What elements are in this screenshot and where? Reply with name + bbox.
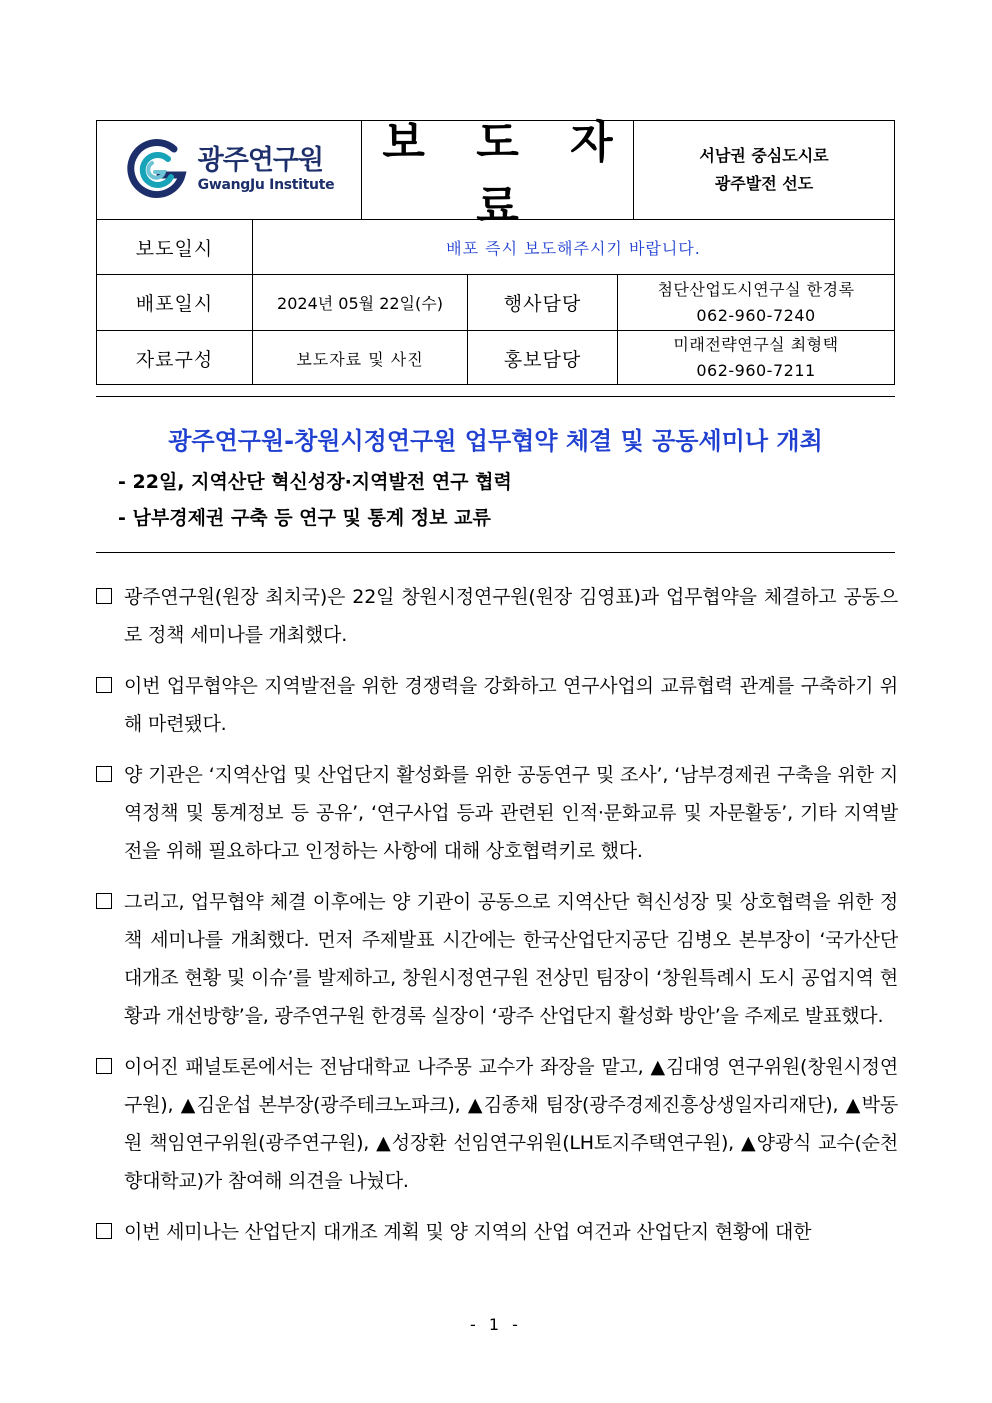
header-row-material xyxy=(97,331,894,385)
material-label: 자료구성 xyxy=(135,348,214,371)
header-row-report-date xyxy=(97,220,894,275)
release-date-label: 배포일시 xyxy=(135,293,214,315)
institute-emblem-icon xyxy=(124,139,190,201)
top-divider xyxy=(96,396,895,397)
paragraph xyxy=(96,1213,898,1251)
pr-contact-value-cell xyxy=(618,331,894,385)
checkbox-bullet-icon xyxy=(96,893,112,909)
checkbox-bullet-icon xyxy=(96,1223,112,1239)
title-cell xyxy=(362,117,634,232)
paragraph xyxy=(96,756,898,870)
release-date-label-cell xyxy=(97,275,253,330)
checkbox-bullet-icon xyxy=(96,588,112,604)
checkbox-bullet-icon xyxy=(96,1058,112,1074)
subheading-1: - 22일, 지역산단 혁신성장·지역발전 연구 협력 xyxy=(118,471,512,493)
body-paragraphs xyxy=(96,578,898,1264)
release-date-value-cell xyxy=(253,275,468,330)
institute-logo xyxy=(124,139,335,201)
event-contact-label: 행사담당 xyxy=(503,293,582,315)
headline-divider xyxy=(96,552,895,553)
release-date-value: 2024년 05월 22일(수) xyxy=(277,294,443,313)
checkbox-bullet-icon xyxy=(96,766,112,782)
report-date-value-cell xyxy=(253,220,894,274)
press-release-title: 보 도 자 료 xyxy=(382,117,631,232)
logo-name-en: GwangJu Institute xyxy=(197,177,335,193)
paragraph-text: 이번 세미나는 산업단지 대개조 계획 및 양 지역의 산업 여건과 산업단지 현황에 대한 xyxy=(124,1221,812,1243)
pr-contact-label: 홍보담당 xyxy=(503,348,582,371)
slogan-line-1: 서남권 중심도시로 xyxy=(699,146,829,165)
report-date-label-cell xyxy=(97,220,253,274)
pr-contact-phone: 062-960-7211 xyxy=(696,361,816,380)
paragraph xyxy=(96,667,898,743)
material-value-cell xyxy=(253,331,468,385)
headline: 광주연구원-창원시정연구원 업무협약 체결 및 공동세미나 개최 xyxy=(168,427,823,455)
paragraph-text: 양 기관은 ‘지역산업 및 산업단지 활성화를 위한 공동연구 및 조사’, ‘남부경제권 구축을 위한 지역정책 및 통계정보 등 공유’, ‘연구사업 등과 관련된 인적·문화교류 및 자문활동’, 기타 지역발전을 위해 필요하다고 인정하는 사항에 대해 상호협력키로 했다. xyxy=(124,764,898,862)
event-contact-label-cell xyxy=(468,275,618,330)
paragraph-text: 이어진 패널토론에서는 전남대학교 나주몽 교수가 좌장을 맡고, ▲김대영 연구위원(창원시정연구원), ▲김운섭 본부장(광주테크노파크), ▲김종채 팀장(광주경제진흥상생일자리재단), ▲박동원 책임연구위원(광주연구원), ▲성장환 선임연구위원(LH토지주택연구원), ▲양광식 교수(순천향대학교)가 참여해 의견을 나눴다. xyxy=(124,1056,898,1192)
paragraph-text: 이번 업무협약은 지역발전을 위한 경쟁력을 강화하고 연구사업의 교류협력 관계를 구축하기 위해 마련됐다. xyxy=(124,675,898,735)
report-date-label: 보도일시 xyxy=(135,237,214,260)
report-date-notice: 배포 즉시 보도해주시기 바랍니다. xyxy=(446,238,701,258)
pr-contact-name: 미래전략연구실 최형택 xyxy=(673,335,839,354)
page-number: - 1 - xyxy=(470,1315,522,1334)
paragraph-text: 광주연구원(원장 최치국)은 22일 창원시정연구원(원장 김영표)과 업무협약을 체결하고 공동으로 정책 세미나를 개최했다. xyxy=(124,586,898,646)
slogan-cell xyxy=(634,121,894,219)
material-value: 보도자료 및 사진 xyxy=(296,349,424,369)
logo-cell xyxy=(97,121,362,219)
subheading-2: - 남부경제권 구축 등 연구 및 통계 정보 교류 xyxy=(118,507,491,529)
slogan-line-2: 광주발전 선도 xyxy=(714,174,814,193)
paragraph-text: 그리고, 업무협약 체결 이후에는 양 기관이 공동으로 지역산단 혁신성장 및 상호협력을 위한 정책 세미나를 개최했다. 먼저 주제발표 시간에는 한국산업단지공단 김병오 본부장이 ‘국가산단 대개조 현황 및 이슈’를 발제하고, 창원시정연구원 전상민 팀장이 ‘창원특례시 도시 공업지역 현황과 개선방향’을, 광주연구원 한경록 실장이 ‘광주 산업단지 활성화 방안’을 주제로 발표했다. xyxy=(124,891,898,1027)
paragraph xyxy=(96,1048,898,1200)
paragraph xyxy=(96,883,898,1035)
header-row-title xyxy=(97,117,894,232)
event-contact-name: 첨단산업도시연구실 한경록 xyxy=(657,279,855,299)
pr-contact-label-cell xyxy=(468,331,618,385)
header-row-release xyxy=(97,275,894,331)
event-contact-phone: 062-960-7240 xyxy=(696,305,816,325)
checkbox-bullet-icon xyxy=(96,677,112,693)
logo-name-ko: 광주연구원 xyxy=(197,145,324,176)
material-label-cell xyxy=(97,331,253,385)
paragraph xyxy=(96,578,898,654)
press-header-table xyxy=(96,117,895,385)
event-contact-value-cell xyxy=(618,275,894,330)
